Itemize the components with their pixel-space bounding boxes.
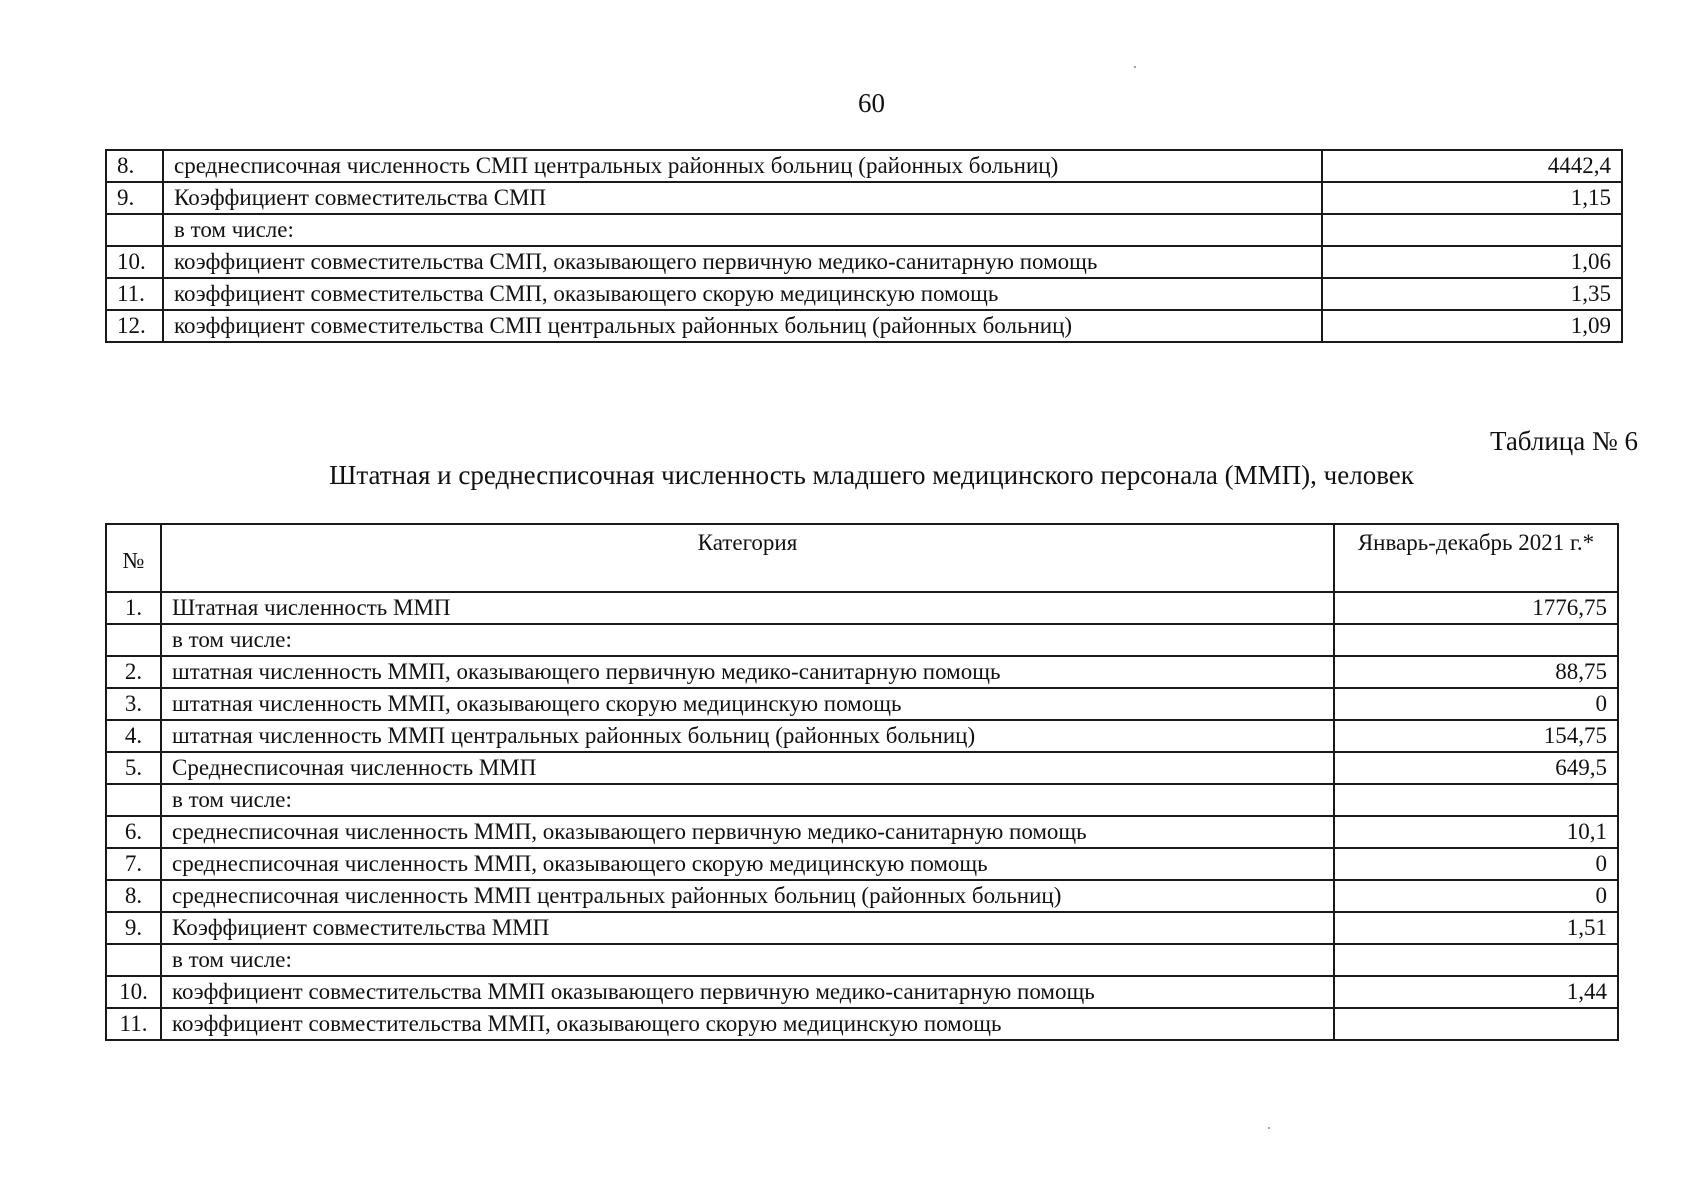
staff-table-header: [106, 524, 1618, 592]
row-number: 11.: [106, 278, 163, 310]
table-row: [106, 912, 1618, 944]
row-category: Коэффициент совместительства ММП: [161, 912, 1334, 944]
table-row: [106, 278, 1622, 310]
table-row: [106, 720, 1618, 752]
row-number: 11.: [106, 1008, 161, 1040]
row-number: 9.: [106, 182, 163, 214]
row-category: среднесписочная численность ММП, оказывающего первичную медико-санитарную помощь: [161, 816, 1334, 848]
row-number: 10.: [106, 976, 161, 1008]
table-row: [106, 848, 1618, 880]
row-value: 1,44: [1334, 976, 1618, 1008]
continued-table: [105, 149, 1623, 343]
row-value: 1,51: [1334, 912, 1618, 944]
table-row: [106, 182, 1622, 214]
row-category: коэффициент совместительства СМП, оказывающего скорую медицинскую помощь: [163, 278, 1322, 310]
table-row: [106, 214, 1622, 246]
row-number: [106, 214, 163, 246]
row-value: [1334, 1008, 1618, 1040]
row-number: 10.: [106, 246, 163, 278]
row-number: 2.: [106, 656, 161, 688]
staff-table: [105, 523, 1619, 1041]
header-value: Январь-декабрь 2021 г.*: [1334, 524, 1618, 592]
row-category: среднесписочная численность СМП центральных районных больниц (районных больниц): [163, 150, 1322, 182]
table-row: [106, 150, 1622, 182]
table-row: [106, 310, 1622, 342]
table-row: [106, 816, 1618, 848]
row-number: [106, 944, 161, 976]
row-category: в том числе:: [161, 624, 1334, 656]
row-value: [1322, 214, 1622, 246]
row-number: [106, 624, 161, 656]
row-number: 7.: [106, 848, 161, 880]
row-value: 0: [1334, 688, 1618, 720]
table-row: [106, 880, 1618, 912]
row-category: Штатная численность ММП: [161, 592, 1334, 624]
row-number: [106, 784, 161, 816]
row-category: Коэффициент совместительства СМП: [163, 182, 1322, 214]
row-value: 1776,75: [1334, 592, 1618, 624]
row-category: в том числе:: [161, 944, 1334, 976]
row-category: штатная численность ММП, оказывающего скорую медицинскую помощь: [161, 688, 1334, 720]
scan-artifact: [1268, 1127, 1270, 1129]
row-value: [1334, 784, 1618, 816]
row-category: в том числе:: [163, 214, 1322, 246]
row-category: коэффициент совместительства ММП оказывающего первичную медико-санитарную помощь: [161, 976, 1334, 1008]
row-value: 1,09: [1322, 310, 1622, 342]
row-category: штатная численность ММП центральных районных больниц (районных больниц): [161, 720, 1334, 752]
row-category: среднесписочная численность ММП, оказывающего скорую медицинскую помощь: [161, 848, 1334, 880]
header-num: №: [106, 524, 161, 592]
table-row: [106, 1008, 1618, 1040]
row-category: Среднесписочная численность ММП: [161, 752, 1334, 784]
row-category: коэффициент совместительства ММП, оказывающего скорую медицинскую помощь: [161, 1008, 1334, 1040]
page-number: 60: [858, 88, 885, 118]
table-row: [106, 944, 1618, 976]
row-category: коэффициент совместительства СМП, оказывающего первичную медико-санитарную помощь: [163, 246, 1322, 278]
table-row: [106, 592, 1618, 624]
table-row: [106, 976, 1618, 1008]
header-row: [106, 524, 1618, 592]
table-row: [106, 246, 1622, 278]
row-value: 1,06: [1322, 246, 1622, 278]
row-value: 4442,4: [1322, 150, 1622, 182]
row-category: в том числе:: [161, 784, 1334, 816]
row-number: 12.: [106, 310, 163, 342]
scan-artifact: [1134, 66, 1136, 68]
row-number: 3.: [106, 688, 161, 720]
table-row: [106, 784, 1618, 816]
row-value: 0: [1334, 848, 1618, 880]
row-number: 1.: [106, 592, 161, 624]
row-number: 6.: [106, 816, 161, 848]
table-label: Таблица № 6: [1490, 426, 1638, 456]
row-value: [1334, 624, 1618, 656]
row-category: среднесписочная численность ММП центральных районных больниц (районных больниц): [161, 880, 1334, 912]
continued-table-body: [106, 150, 1622, 342]
row-number: 8.: [106, 880, 161, 912]
row-number: 4.: [106, 720, 161, 752]
staff-table-body: [106, 592, 1618, 1040]
row-value: [1334, 944, 1618, 976]
row-category: штатная численность ММП, оказывающего первичную медико-санитарную помощь: [161, 656, 1334, 688]
row-value: 1,35: [1322, 278, 1622, 310]
row-value: 10,1: [1334, 816, 1618, 848]
header-category: Категория: [161, 524, 1334, 592]
table-title: Штатная и среднесписочная численность младшего медицинского персонала (ММП), человек: [329, 460, 1414, 490]
row-value: 0: [1334, 880, 1618, 912]
row-value: 649,5: [1334, 752, 1618, 784]
row-value: 1,15: [1322, 182, 1622, 214]
table-row: [106, 752, 1618, 784]
table-row: [106, 688, 1618, 720]
row-number: 8.: [106, 150, 163, 182]
row-number: 9.: [106, 912, 161, 944]
row-value: 154,75: [1334, 720, 1618, 752]
row-number: 5.: [106, 752, 161, 784]
row-category: коэффициент совместительства СМП центральных районных больниц (районных больниц): [163, 310, 1322, 342]
row-value: 88,75: [1334, 656, 1618, 688]
table-row: [106, 656, 1618, 688]
table-row: [106, 624, 1618, 656]
